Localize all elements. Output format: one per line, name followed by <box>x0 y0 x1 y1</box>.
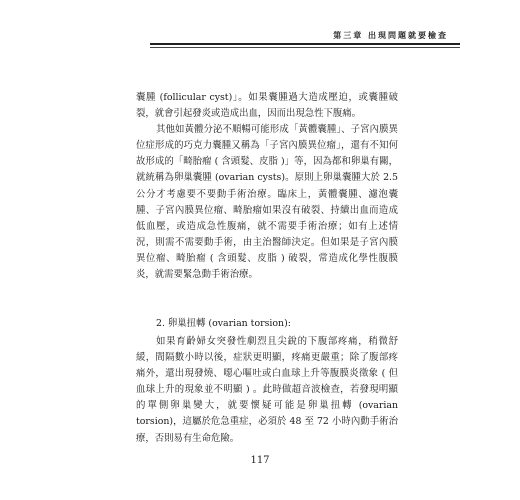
page-number: 117 <box>250 455 270 466</box>
section-heading: 2. 卵巢扭轉 (ovarian torsion): <box>156 318 291 329</box>
paragraph-ovarian-torsion: 如果育齡婦女突發性劇烈且尖銳的下腹部疼痛，稍微舒緩，間隔數小時以後，症狀更明顯，疼痛更嚴重；除了腹部疼痛外，還出現發燒、噁心嘔吐或白血球上升等腹膜炎徵象 ( 但血球上升的現象並不明顯 ) 。此時做超音波檢查，若發現明顯的單側卵巢變大，就要懷疑可能是卵巢扭轉 (ovarian torsion)，這屬於危急重症，必須於 48 至 72 小時內動手術治療，否則易有生命危險。 <box>136 336 398 444</box>
header-rule <box>150 43 460 45</box>
body-text-top <box>136 90 398 283</box>
section-ovarian-torsion <box>136 316 398 447</box>
header-rule-thin <box>150 47 460 48</box>
chapter-title: 第三章 出現問題就要檢查 <box>333 31 448 40</box>
paragraph-ovarian-cysts: 其他如黃體分泌不順暢可能形成「黃體囊腫」、子宮內膜異位症形成的巧克力囊腫又稱為「子宮內膜異位瘤」，還有不知何故形成的「畸胎瘤 ( 含頭髮、皮脂 )」等，因為都和卵巢有關，就統稱為卵巢囊腫 (ovarian cysts)。原則上卵巢囊腫大於 2.5 公分才考慮要不要動手術治療。臨床上，黃體囊腫、濾泡囊腫、子宮內膜異位瘤、畸胎瘤如果沒有破裂、持續出血而造成低血壓，或造成急性腹痛，就不需要手術治療；如有上述情況，則需不需要動手術，由主治醫師決定。但如果是子宮內膜異位瘤、畸胎瘤 ( 含頭髮、皮脂 ) 破裂，常造成化學性腹膜炎，就需要緊急動手術治療。 <box>136 124 398 281</box>
paragraph-continued: 囊腫 (follicular cyst)」。如果囊腫過大造成壓迫，或囊腫破裂，就會引起發炎或造成出血，因而出現急性下腹痛。 <box>136 92 398 120</box>
running-header <box>0 0 520 48</box>
